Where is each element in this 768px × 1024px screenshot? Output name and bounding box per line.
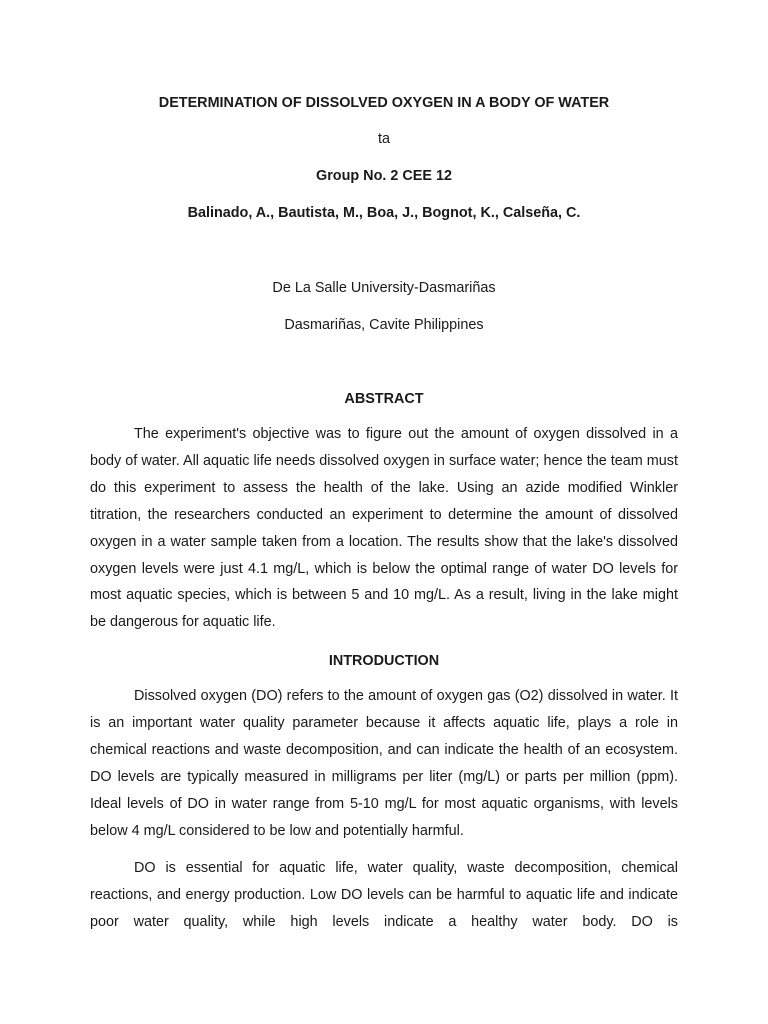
abstract-paragraph: The experiment's objective was to figure out the amount of oxygen dissolved in a body of water. All aquatic life needs dissolved oxygen in surface water; hence the team must do this experiment to assess the health of the lake. Using an azide modified Winkler titration, the researchers conducted an experiment to determine the amount of dissolved oxygen in a water sample taken from a location. The results show that the lake's dissolved oxygen levels were just 4.1 mg/L, which is below the optimal range of water DO levels for most aquatic species, which is between 5 and 10 mg/L. As a result, living in the lake might be dangerous for aquatic life.	[90, 426, 678, 631]
abstract-heading: ABSTRACT	[344, 391, 424, 407]
author-list: Balinado, A., Bautista, M., Boa, J., Bognot, K., Calseña, C.	[187, 205, 581, 221]
subtitle-fragment: ta	[377, 131, 390, 147]
introduction-heading: INTRODUCTION	[328, 653, 440, 669]
affiliation: De La Salle University-Dasmariñas	[272, 280, 496, 296]
group-line: Group No. 2 CEE 12	[316, 168, 452, 184]
intro-paragraph-1: Dissolved oxygen (DO) refers to the amount of oxygen gas (O2) dissolved in water. It is an important water quality parameter because it affects aquatic life, plays a role in chemical reactions and waste decomposition, and can indicate the health of an ecosystem. DO levels are typically measured in milligrams per liter (mg/L) or parts per million (ppm). Ideal levels of DO in water range from 5-10 mg/L for most aquatic organisms, with levels below 4 mg/L considered to be low and potentially harmful.	[90, 688, 678, 839]
intro-paragraph-2: DO is essential for aquatic life, water quality, waste decomposition, chemical reactions, and energy production. Low DO levels can be harmful to aquatic life and indicate poor water quality, while high levels indicate a healthy water body. DO is	[90, 860, 678, 930]
location: Dasmariñas, Cavite Philippines	[284, 317, 484, 333]
paper-title: DETERMINATION OF DISSOLVED OXYGEN IN A BODY OF WATER	[158, 95, 610, 111]
